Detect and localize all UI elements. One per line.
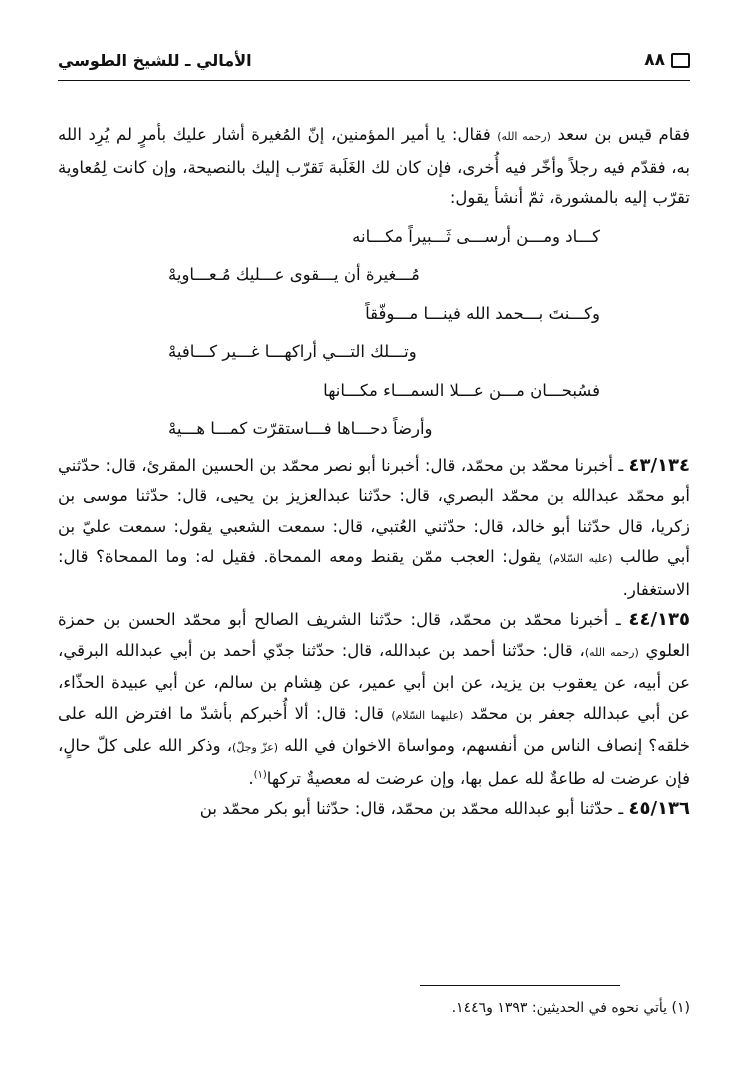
hadith-135-text-3: قال: قال: ألا أُخبركم بأشدّ ما افترض الله على خلقه؟ إنصاف الناس من أنفسهم، ومواساة الاخوان في الله [58,703,690,755]
hadith-135-paragraph [58,605,690,794]
hadith-136-paragraph [58,794,690,825]
hadith-number: ٤٣/١٣٤ [628,454,690,476]
intro-text-1: فقام قيس بن سعد [557,125,690,144]
page-number: ٨٨ [644,50,665,70]
poem-verse [58,254,690,293]
intro-honorific: (رحمه الله) [497,130,551,143]
hadith-134-honorific: (عليه السّلام) [548,552,613,565]
poem-verse [58,293,690,332]
poem-hemistich: وتـــلك التـــي أراكهـــا غـــير كـــافيهْ [168,342,417,361]
page-header [58,40,690,81]
poem-hemistich: وكـــنتَ بـــحمد الله فينـــا مـــوفّقاً [365,303,600,323]
hadith-number: ٤٤/١٣٥ [628,609,690,630]
body-text [58,120,690,825]
hadith-135-text-1: ـ أخبرنا محمّد بن محمّد، قال: حدّثنا الشريف الصالح أبو محمّد الحسن بن حمزة العلوي [58,610,690,660]
poem-verse [58,216,690,255]
hadith-134-paragraph [58,451,690,606]
footnote: (١) يأتي نحوه في الحديثين: ١٣٩٣ و١٤٤٦. [451,1000,690,1016]
hadith-135-text-5: . [248,768,254,788]
hadith-135-honorific-1: (رحمه الله) [584,645,639,659]
hadith-number: ٤٥/١٣٦ [628,798,690,819]
footnote-reference[interactable]: (١) [253,769,267,780]
footnote-divider [420,985,620,986]
page-number-group [644,50,690,70]
running-title: الأمالي ـ للشيخ الطوسي [58,50,252,70]
poem-hemistich: كـــاد ومـــن أرســـى ثَـــبيراً مكـــانه [352,226,600,246]
intro-text-2: فقال: يا أمير المؤمنين، إنّ المُغيرة أشار عليك بأمرٍ لم يُرِد الله به، فقدّم فيه رجلاً وأخّر فيه أُخرى، فإن كان لك الغَلَبة تَقرّب إليك بالنصيحة، وإن كانت لِمُعاوية تقرّب إليه بالمشورة، ثمّ أنشأ يقول: [58,125,690,207]
poem-verse [58,331,690,370]
hadith-135-honorific-3: (عزّ وجلّ) [232,741,279,754]
poem-hemistich: مُـــغيرة أن يـــقوى عـــليك مُـعـــاويهْ [168,265,420,284]
hadith-135-honorific-2: (عليهما السّلام) [391,708,464,722]
page-box-icon [671,53,690,68]
poem-hemistich: وأرضاً دحـــاها فـــاستقرّت كمـــا هـــيهْ [168,419,433,438]
hadith-135-text-2: ، قال: حدّثنا أحمد بن عبدالله، قال: حدّثنا جدّي أحمد بن أبي عبدالله البرقي، عن أبيه، عن يعقوب بن يزيد، عن ابن أبي عمير، عن هِشام بن سالم، عن أبي عبيدة الحذّاء، عن أبي عبدالله جعفر بن محمّد [58,640,690,723]
intro-paragraph [58,120,690,214]
hadith-136-text-1: ـ حدّثنا أبو عبدالله محمّد بن محمّد، قال: حدّثنا أبو بكر محمّد بن [199,799,629,818]
hadith-134-text-2: يقول: العجب ممّن يقنط ومعه الممحاة. فقيل له: وما الممحاة؟ قال: الاستغفار. [58,547,690,599]
poem [58,216,690,447]
hadith-135-text-4: ، وذكر الله على كلّ حالٍ، فإن عرضت له طاعةٌ لله عمل بها، وإن عرضت له معصيةٌ تركها [58,736,690,788]
poem-verse [58,408,690,447]
poem-hemistich: فسُبحـــان مـــن عـــلا السمـــاء مكـــانها [323,380,600,400]
hadith-134-text-1: ـ أخبرنا محمّد بن محمّد، قال: أخبرنا أبو نصر محمّد بن الحسين المقرئ، قال: حدّثني أبو محمّد عبدالله بن محمّد البصري، قال: حدّثنا عبدالعزيز بن يحيى، قال: حدّثنا موسى بن زكريا، قال حدّثنا أبو خالد، قال: حدّثني العُتبي، قال: سمعت الشعبي يقول: سمعت عليّ بن أبي طالب [58,455,690,566]
poem-verse [58,370,690,409]
